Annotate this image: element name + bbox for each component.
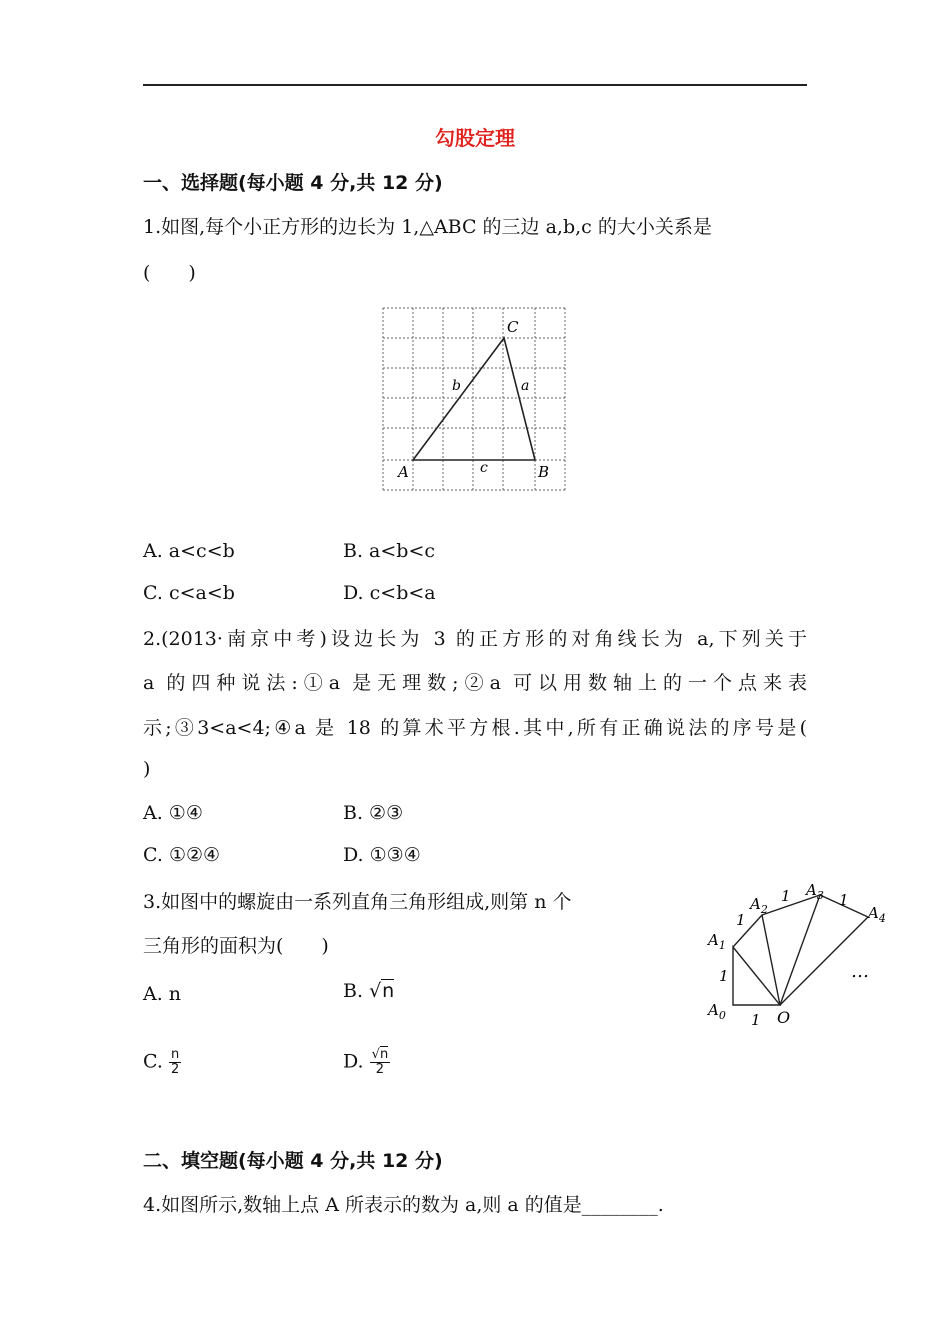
q3-option-d[interactable]: [343, 1048, 390, 1077]
label-side-a1a2: 1: [736, 911, 746, 929]
q3-option-b-prefix: B.: [343, 980, 364, 1002]
q1-option-c[interactable]: C. c<a<b: [143, 582, 235, 604]
label-side-a0a1: 1: [719, 967, 729, 985]
label-side-a2a3: 1: [781, 887, 791, 905]
label-B: B: [538, 463, 550, 481]
page-title: 勾股定理: [435, 126, 515, 150]
q2-option-d[interactable]: D. ①③④: [343, 844, 421, 866]
q1-option-a[interactable]: A. a<c<b: [143, 540, 235, 562]
q1-option-b[interactable]: B. a<b<c: [343, 540, 436, 562]
q2-line-1: 2.(2013·南京中考)设边长为 3 的正方形的对角线长为 a,下列关于: [143, 628, 807, 650]
label-b: b: [452, 378, 461, 394]
q3-option-d-prefix: D.: [343, 1050, 364, 1073]
label-c: c: [480, 460, 488, 476]
label-C: C: [507, 318, 519, 336]
label-o: O: [777, 1008, 791, 1027]
q2-line-2: a 的四种说法:①a 是无理数;②a 可以用数轴上的一个点来表: [143, 672, 807, 694]
denominator: 2: [170, 1062, 180, 1077]
q3-line-1: 3.如图中的螺旋由一系列直角三角形组成,则第 n 个: [143, 891, 572, 913]
continuation-dots: …: [851, 961, 869, 982]
q2-option-b[interactable]: B. ②③: [343, 802, 404, 824]
label-side-a3a4: 1: [839, 891, 849, 909]
q2-line-3: 示;③3<a<4;④a 是 18 的算术平方根.其中,所有正确说法的序号是(: [143, 717, 807, 739]
label-a0: $A_0$: [708, 1001, 726, 1022]
header-rule: [143, 84, 807, 86]
q3-line-2: 三角形的面积为( ): [143, 935, 329, 957]
q1-grid-triangle-figure: [380, 305, 570, 495]
q2-option-a[interactable]: A. ①④: [143, 802, 203, 824]
radicand: n: [382, 980, 395, 1002]
label-a2: $A_2$: [750, 895, 768, 916]
label-a: a: [521, 378, 530, 394]
section-heading-fill: 二、填空题(每小题 4 分,共 12 分): [143, 1150, 443, 1172]
numerator: √n: [371, 1047, 389, 1062]
q4-stem-line: [143, 1190, 664, 1217]
label-a4: $A_4$: [868, 904, 886, 925]
radicand: n: [379, 1047, 389, 1062]
label-side-a0o: 1: [751, 1011, 761, 1029]
q4-answer-blank[interactable]: ________: [581, 1194, 658, 1216]
q4-stem: 4.如图所示,数轴上点 A 所表示的数为 a,则 a 的值是: [143, 1194, 582, 1216]
q3-option-a[interactable]: A. n: [143, 983, 182, 1005]
q3-option-b[interactable]: [343, 980, 394, 1002]
q1-paren: ( ): [143, 262, 196, 284]
q2-line-4: ): [143, 758, 151, 780]
q3-spiral-figure: [700, 875, 900, 1035]
label-a3: $A_3$: [806, 881, 824, 902]
fraction-n-over-2: [169, 1048, 181, 1077]
denominator: 2: [375, 1062, 385, 1077]
fraction-sqrt-n-over-2: [370, 1048, 391, 1077]
q4-period: .: [657, 1194, 664, 1216]
section-heading-choice: 一、选择题(每小题 4 分,共 12 分): [143, 172, 443, 194]
q3-option-c[interactable]: [143, 1048, 181, 1077]
q3-option-c-prefix: C.: [143, 1050, 163, 1073]
label-A: A: [398, 463, 409, 481]
label-a1: $A_1$: [708, 931, 726, 952]
q1-option-d[interactable]: D. c<b<a: [343, 582, 436, 604]
numerator: n: [170, 1047, 180, 1062]
q2-option-c[interactable]: C. ①②④: [143, 844, 221, 866]
q1-stem: 1.如图,每个小正方形的边长为 1,△ABC 的三边 a,b,c 的大小关系是: [143, 216, 712, 238]
triangle-abc: [413, 338, 535, 460]
sqrt-n: √n: [369, 980, 395, 1002]
